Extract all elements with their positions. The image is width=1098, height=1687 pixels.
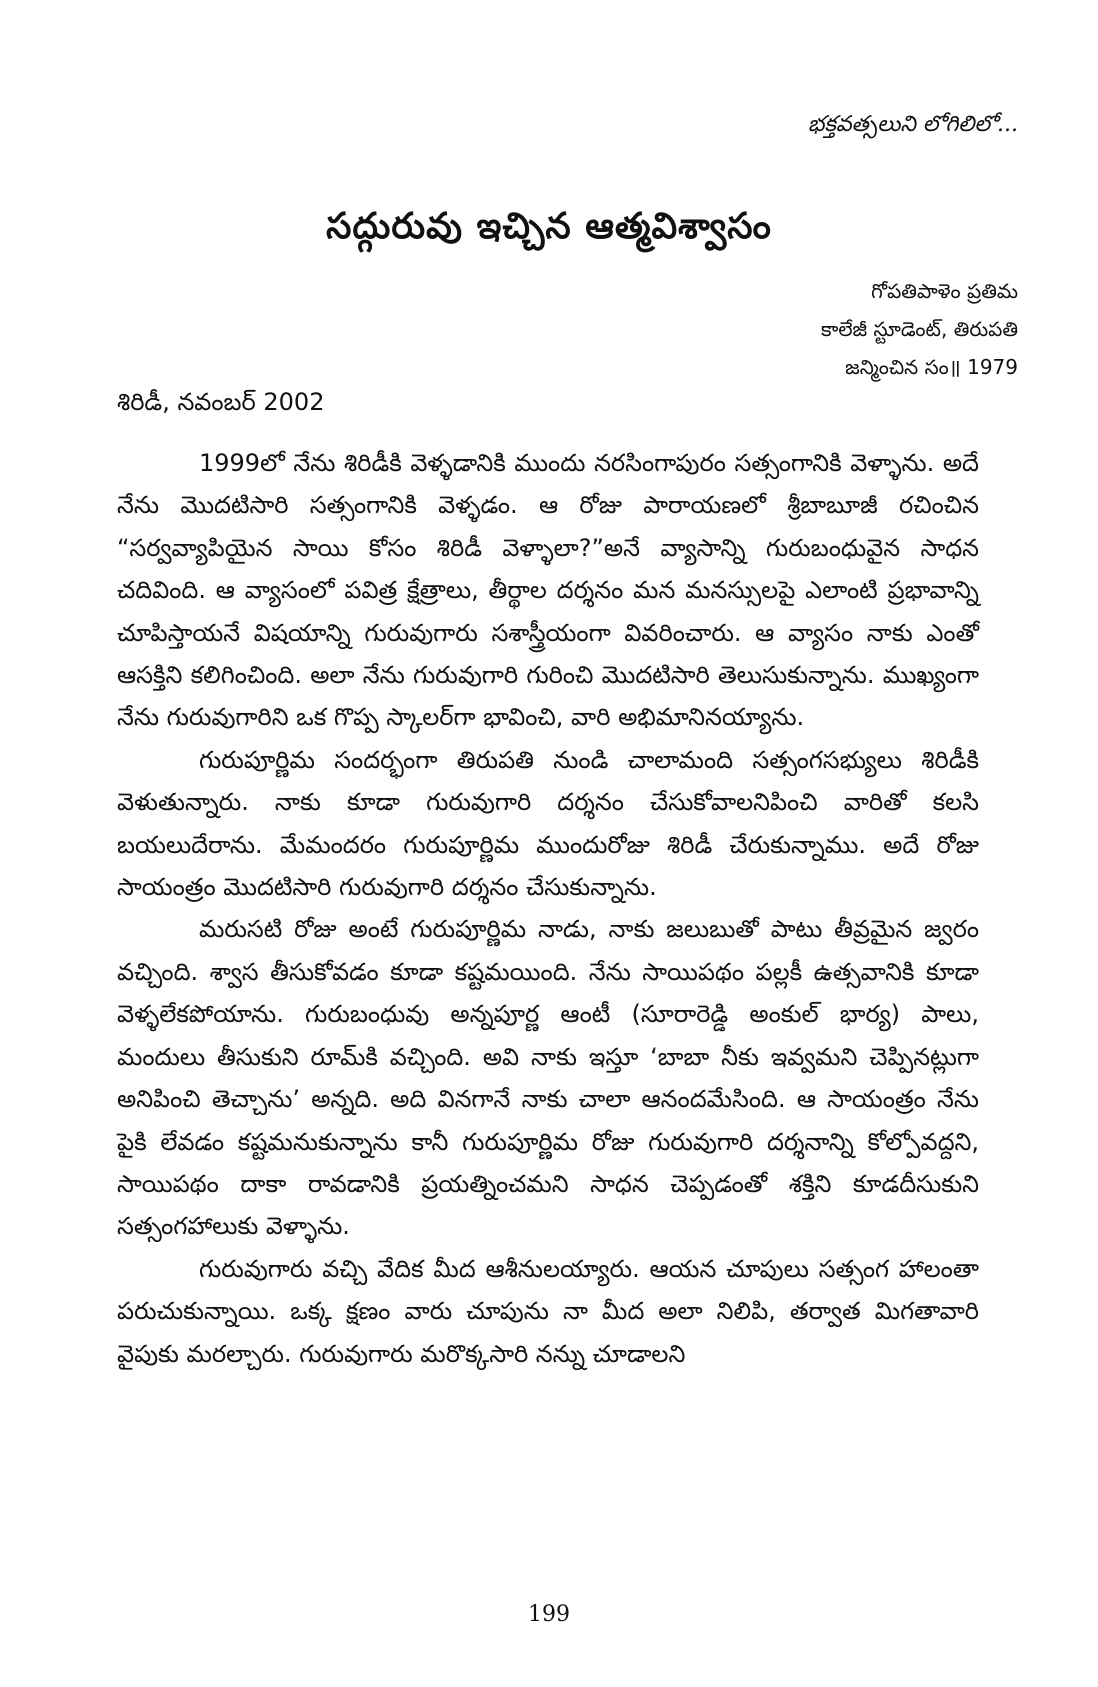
paragraph: 1999లో నేను శిరిడీకి వెళ్ళడానికి ముందు నరసింగాపురం సత్సంగానికి వెళ్ళాను. అదే నేను మొదటిసారి సత్సంగానికి వెళ్ళడం. ఆ రోజు పారాయణలో శ్రీబాబూజీ రచించిన “సర్వవ్యాపియైన సాయి కోసం శిరిడీ వెళ్ళాలా?”అనే వ్యాసాన్ని గురుబంధువైన సాధన చదివింది. ఆ వ్యాసంలో పవిత్ర క్షేత్రాలు, తీర్థాల దర్శనం మన మనస్సులపై ఎలాంటి ప్రభావాన్ని చూపిస్తాయనే విషయాన్ని గురువుగారు సశాస్త్రీయంగా వివరించారు. ఆ వ్యాసం నాకు ఎంతో ఆసక్తిని కలిగించింది. అలా నేను గురువుగారి గురించి మొదటిసారి తెలుసుకున్నాను. ముఖ్యంగా నేను గురువుగారిని ఒక గొప్ప స్కాలర్‌గా భావించి, వారి అభిమానినయ్యాను.: [117, 449, 979, 732]
dateline: శిరిడీ, నవంబర్ 2002: [117, 388, 325, 416]
article-title: సద్గురువు ఇచ్చిన ఆత్మవిశ్వాసం: [326, 205, 772, 247]
author-born: జన్మించిన సం॥ 1979: [845, 355, 1018, 379]
author-role: కాలేజీ స్టూడెంట్, తిరుపతి: [821, 317, 1018, 341]
article-body: [117, 442, 979, 1375]
running-header: భక్తవత్సలుని లోగిలిలో...: [807, 112, 1018, 137]
paragraph: గురుపూర్ణిమ సందర్భంగా తిరుపతి నుండి చాలామంది సత్సంగసభ్యులు శిరిడీకి వెళుతున్నారు. నాకు కూడా గురువుగారి దర్శనం చేసుకోవాలనిపించి వారితో కలసి బయలుదేరాను. మేమందరం గురుపూర్ణిమ ముందురోజు శిరిడీ చేరుకున్నాము. అదే రోజు సాయంత్రం మొదటిసారి గురువుగారి దర్శనం చేసుకున్నాను.: [117, 745, 979, 902]
page-number: 199: [528, 1602, 570, 1627]
paragraph: మరుసటి రోజు అంటే గురుపూర్ణిమ నాడు, నాకు జలుబుతో పాటు తీవ్రమైన జ్వరం వచ్చింది. శ్వాస తీసుకోవడం కూడా కష్టమయింది. నేను సాయిపథం పల్లకీ ఉత్సవానికి కూడా వెళ్ళలేకపోయాను. గురుబంధువు అన్నపూర్ణ ఆంటీ (సూరారెడ్డి అంకుల్ భార్య) పాలు, మందులు తీసుకుని రూమ్‌కి వచ్చింది. అవి నాకు ఇస్తూ ‘బాబా నీకు ఇవ్వమని చెప్పినట్లుగా అనిపించి తెచ్చాను’ అన్నది. అది వినగానే నాకు చాలా ఆనందమేసింది. ఆ సాయంత్రం నేను పైకి లేవడం కష్టమనుకున్నాను కానీ గురుపూర్ణిమ రోజు గురువుగారి దర్శనాన్ని కోల్పోవద్దని, సాయిపథం దాకా రావడానికి ప్రయత్నించమని సాధన చెప్పడంతో శక్తిని కూడదీసుకుని సత్సంగహాలుకు వెళ్ళాను.: [117, 915, 979, 1241]
paragraph: గురువుగారు వచ్చి వేదిక మీద ఆశీనులయ్యారు. ఆయన చూపులు సత్సంగ హాలంతా పరుచుకున్నాయి. ఒక్క క్షణం వారు చూపును నా మీద అలా నిలిపి, తర్వాత మిగతావారి వైపుకు మరల్చారు. గురువుగారు మరొక్కసారి నన్ను చూడాలని: [117, 1254, 979, 1368]
author-name: గోపతిపాళెం ప్రతిమ: [871, 279, 1018, 303]
author-byline: [821, 272, 1018, 386]
